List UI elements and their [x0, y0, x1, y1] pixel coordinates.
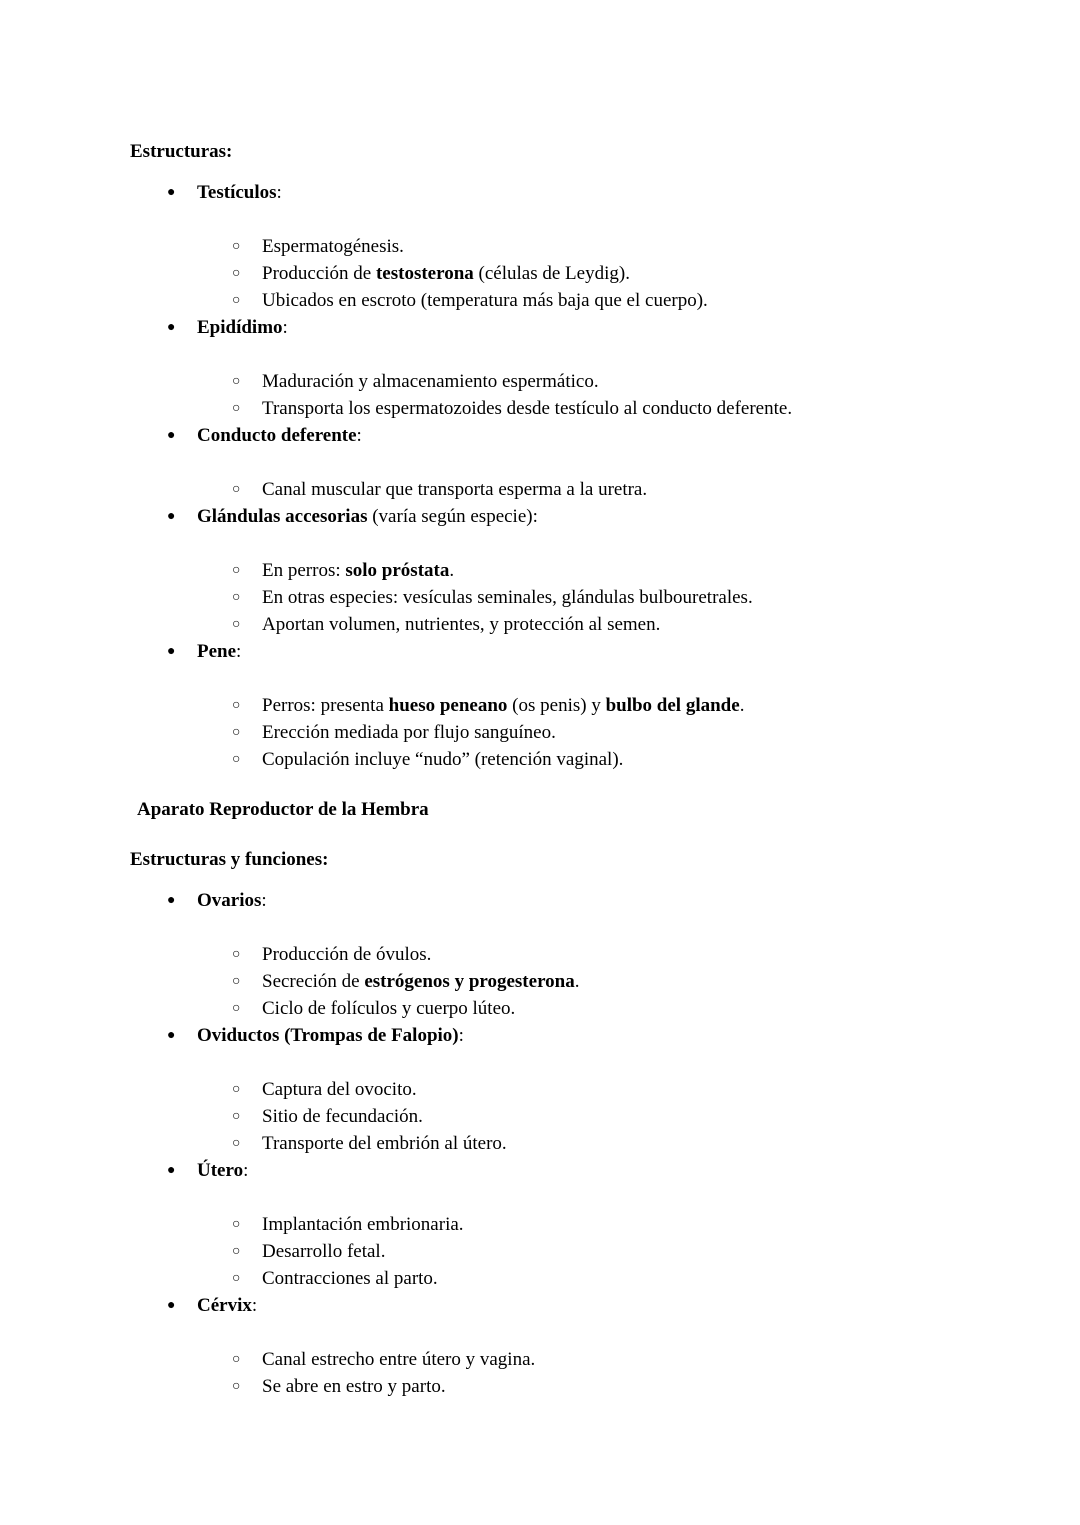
list-item-text	[197, 422, 990, 449]
list-item-text	[262, 941, 990, 968]
circle-bullet-icon: ○	[232, 947, 241, 962]
text: (células de Leydig).	[473, 263, 630, 284]
section-heading: Estructuras y funciones:	[130, 849, 329, 870]
circle-bullet-icon: ○	[232, 1271, 241, 1286]
list-item	[130, 746, 990, 773]
list-item	[130, 314, 990, 341]
list-item-text	[262, 260, 990, 287]
circle-bullet-icon: ○	[232, 590, 241, 605]
text: Captura del ovocito.	[262, 1079, 417, 1100]
list-item	[130, 1211, 990, 1238]
list-item	[130, 995, 990, 1022]
text: :	[282, 317, 288, 338]
text-bold: estrógenos y progesterona	[364, 971, 575, 992]
list-item	[130, 941, 990, 968]
text: Sitio de fecundación.	[262, 1106, 423, 1127]
list-item-text	[262, 692, 990, 719]
list-item	[130, 557, 990, 584]
circle-bullet-icon: ○	[232, 974, 241, 989]
top-level-item	[130, 1292, 990, 1400]
list-item-text	[197, 1157, 990, 1184]
list-item	[130, 1292, 990, 1319]
circle-bullet-icon: ○	[232, 1001, 241, 1016]
text-bold: Epidídimo	[197, 317, 283, 338]
top-level-item	[130, 887, 990, 1022]
circle-bullet-icon: ○	[232, 752, 241, 767]
text: Implantación embrionaria.	[262, 1214, 464, 1235]
text: (varía según especie):	[367, 506, 538, 527]
top-level-item	[130, 1157, 990, 1292]
circle-bullet-icon: ○	[232, 401, 241, 416]
list-item-text	[197, 503, 990, 530]
list-item-text	[262, 1373, 990, 1400]
list-item-text	[262, 557, 990, 584]
text: Erección mediada por flujo sanguíneo.	[262, 722, 556, 743]
list-item-text	[262, 968, 990, 995]
sub-bullet-list	[130, 233, 990, 314]
text-bold: testosterona	[375, 263, 474, 284]
text: Canal muscular que transporta esperma a la uretra.	[262, 479, 648, 500]
text: :	[261, 890, 267, 911]
list-item	[130, 368, 990, 395]
list-item	[130, 968, 990, 995]
circle-bullet-icon: ○	[232, 374, 241, 389]
circle-bullet-icon: ○	[232, 293, 241, 308]
list-item-text	[197, 638, 990, 665]
text: Copulación incluye “nudo” (retención vaginal).	[262, 749, 624, 770]
top-level-item	[130, 314, 990, 422]
text: Perros: presenta	[262, 695, 389, 716]
text: :	[356, 425, 362, 446]
text: Producción de óvulos.	[262, 944, 432, 965]
text: Contracciones al parto.	[262, 1268, 438, 1289]
list-item	[130, 1076, 990, 1103]
text: :	[243, 1160, 249, 1181]
text: Se abre en estro y parto.	[262, 1376, 446, 1397]
text-bold: Testículos	[197, 182, 277, 203]
text-bold: bulbo del glande	[605, 695, 740, 716]
text-bold: Cérvix	[197, 1295, 252, 1316]
text: Canal estrecho entre útero y vagina.	[262, 1349, 536, 1370]
list-item	[130, 287, 990, 314]
list-item-text	[262, 995, 990, 1022]
list-item-text	[262, 719, 990, 746]
list-item	[130, 179, 990, 206]
list-item-text	[262, 1103, 990, 1130]
top-level-item	[130, 179, 990, 314]
bullet-icon: ●	[167, 1163, 176, 1178]
text: Aportan volumen, nutrientes, y protección al semen.	[262, 614, 661, 635]
sub-bullet-list	[130, 557, 990, 638]
bullet-icon: ●	[167, 893, 176, 908]
list-item-text	[197, 1022, 990, 1049]
text-bold: Pene	[197, 641, 237, 662]
text: Transporte del embrión al útero.	[262, 1133, 507, 1154]
list-item-text	[262, 611, 990, 638]
circle-bullet-icon: ○	[232, 698, 241, 713]
text: .	[574, 971, 580, 992]
list-item	[130, 233, 990, 260]
bullet-icon: ●	[167, 428, 176, 443]
sub-bullet-list	[130, 1211, 990, 1292]
text: Producción de	[262, 263, 376, 284]
list-item	[130, 719, 990, 746]
circle-bullet-icon: ○	[232, 1352, 241, 1367]
list-item	[130, 887, 990, 914]
circle-bullet-icon: ○	[232, 1109, 241, 1124]
list-item-text	[262, 287, 990, 314]
list-item	[130, 638, 990, 665]
text: (os penis) y	[507, 695, 606, 716]
list-item	[130, 476, 990, 503]
circle-bullet-icon: ○	[232, 1244, 241, 1259]
document-body	[130, 138, 990, 1400]
top-level-item	[130, 638, 990, 773]
sub-bullet-list	[130, 1346, 990, 1400]
list-item-text	[262, 1265, 990, 1292]
list-item	[130, 422, 990, 449]
list-item	[130, 503, 990, 530]
list-item-text	[262, 368, 990, 395]
list-item	[130, 1130, 990, 1157]
list-item-text	[262, 395, 990, 422]
text-bold: Conducto deferente	[197, 425, 357, 446]
list-item	[130, 260, 990, 287]
text-bold: Oviductos (Trompas de Falopio)	[197, 1025, 459, 1046]
list-item-text	[262, 1211, 990, 1238]
text: Espermatogénesis.	[262, 236, 404, 257]
circle-bullet-icon: ○	[232, 617, 241, 632]
text: Maduración y almacenamiento espermático.	[262, 371, 599, 392]
circle-bullet-icon: ○	[232, 266, 241, 281]
list-item-text	[262, 1346, 990, 1373]
top-level-item	[130, 422, 990, 503]
text: Ubicados en escroto (temperatura más baja que el cuerpo).	[262, 290, 708, 311]
circle-bullet-icon: ○	[232, 482, 241, 497]
list-item	[130, 1346, 990, 1373]
bullet-list	[130, 887, 990, 1400]
list-item-text	[262, 746, 990, 773]
text: En perros:	[262, 560, 346, 581]
list-item-text	[197, 887, 990, 914]
sub-bullet-list	[130, 692, 990, 773]
list-item-text	[197, 1292, 990, 1319]
list-item-text	[197, 179, 990, 206]
list-item-text	[197, 314, 990, 341]
text-bold: Útero	[197, 1160, 244, 1181]
section-heading: Aparato Reproductor de la Hembra	[137, 799, 429, 820]
text-bold: hueso peneano	[388, 695, 508, 716]
list-item	[130, 395, 990, 422]
section-heading: Estructuras:	[130, 141, 233, 162]
text: En otras especies: vesículas seminales, glándulas bulbouretrales.	[262, 587, 753, 608]
list-item	[130, 1238, 990, 1265]
list-item-text	[262, 1130, 990, 1157]
text-bold: Glándulas accesorias	[197, 506, 368, 527]
text: :	[251, 1295, 258, 1316]
list-item	[130, 1022, 990, 1049]
bullet-icon: ●	[167, 320, 176, 335]
bullet-icon: ●	[167, 1028, 176, 1043]
text: :	[276, 182, 282, 203]
list-item	[130, 1103, 990, 1130]
list-item	[130, 1373, 990, 1400]
list-item-text	[262, 233, 990, 260]
circle-bullet-icon: ○	[232, 725, 241, 740]
circle-bullet-icon: ○	[232, 563, 241, 578]
text: :	[236, 641, 242, 662]
sub-bullet-list	[130, 368, 990, 422]
top-level-item	[130, 503, 990, 638]
sub-bullet-list	[130, 476, 990, 503]
text: Ciclo de folículos y cuerpo lúteo.	[262, 998, 516, 1019]
circle-bullet-icon: ○	[232, 1082, 241, 1097]
list-item-text	[262, 584, 990, 611]
list-item-text	[262, 476, 990, 503]
list-item	[130, 1265, 990, 1292]
sub-bullet-list	[130, 1076, 990, 1157]
text: .	[449, 560, 455, 581]
top-level-item	[130, 1022, 990, 1157]
circle-bullet-icon: ○	[232, 1379, 241, 1394]
text: .	[739, 695, 745, 716]
list-item-text	[262, 1238, 990, 1265]
bullet-icon: ●	[167, 644, 176, 659]
list-item	[130, 1157, 990, 1184]
bullet-icon: ●	[167, 509, 176, 524]
text-bold: solo próstata	[345, 560, 450, 581]
circle-bullet-icon: ○	[232, 239, 241, 254]
text: Desarrollo fetal.	[262, 1241, 386, 1262]
sub-bullet-list	[130, 941, 990, 1022]
bullet-icon: ●	[167, 185, 176, 200]
bullet-icon: ●	[167, 1298, 176, 1313]
bullet-list	[130, 179, 990, 773]
text-bold: Ovarios	[197, 890, 262, 911]
list-item	[130, 692, 990, 719]
text: Transporta los espermatozoides desde testículo al conducto deferente.	[262, 398, 793, 419]
circle-bullet-icon: ○	[232, 1136, 241, 1151]
text: :	[458, 1025, 464, 1046]
list-item	[130, 611, 990, 638]
text: Secreción de	[262, 971, 365, 992]
circle-bullet-icon: ○	[232, 1217, 241, 1232]
list-item	[130, 584, 990, 611]
list-item-text	[262, 1076, 990, 1103]
